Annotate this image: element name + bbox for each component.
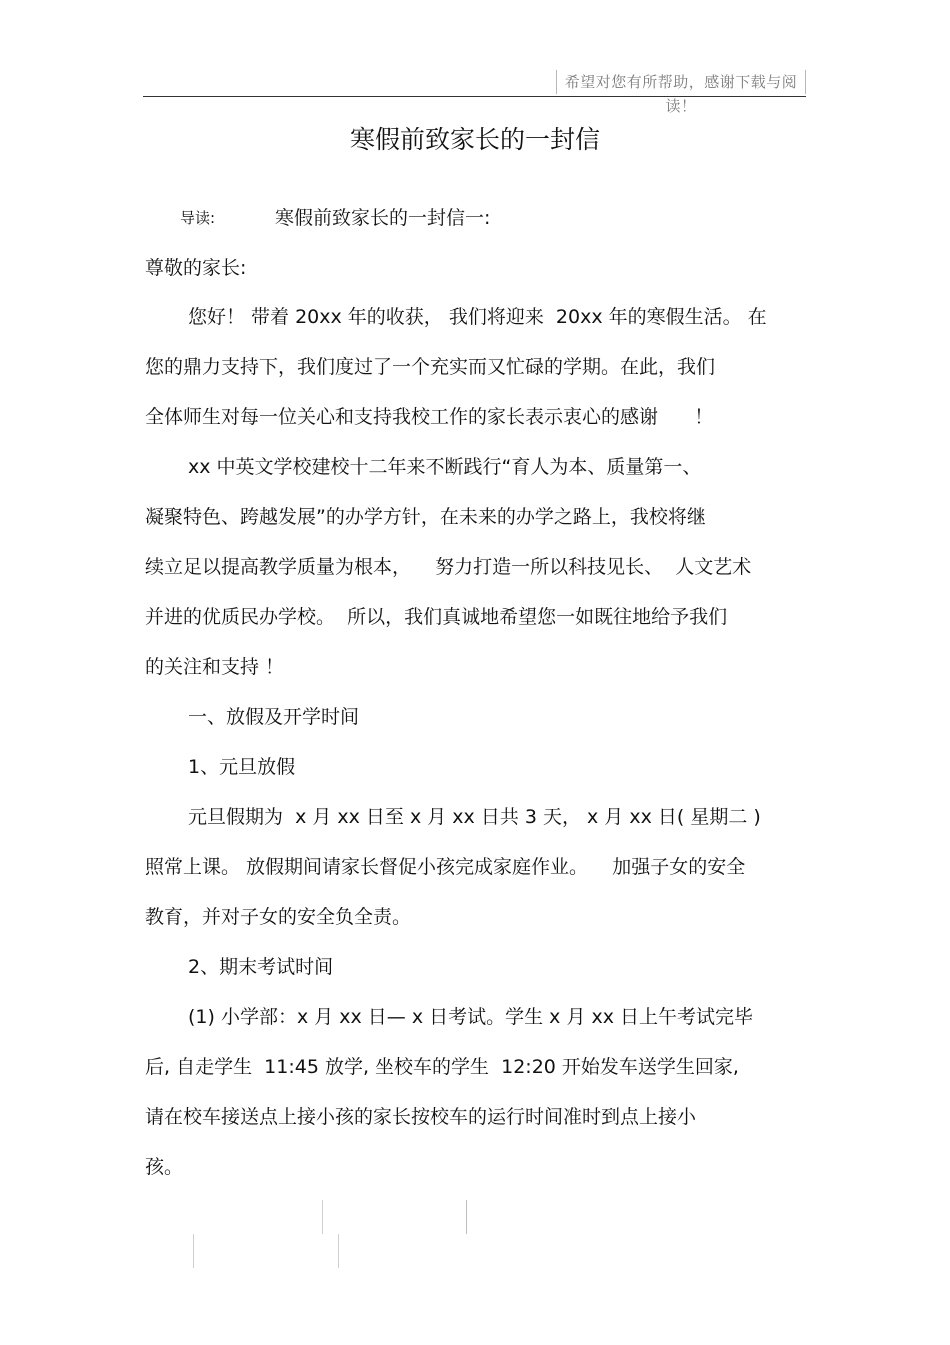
paragraph-line: 您的鼎力支持下，我们度过了一个充实而又忙碌的学期。在此，我们 bbox=[145, 356, 716, 378]
paragraph-line: 请在校车接送点上接小孩的家长按校车的运行时间准时到点上接小 bbox=[145, 1106, 697, 1128]
intro-row bbox=[0, 204, 950, 232]
paragraph-line: 教育，并对子女的安全负全责。 bbox=[145, 906, 412, 928]
scan-artifact-line bbox=[322, 1200, 323, 1234]
paragraph-line: 的关注和支持 ！ bbox=[145, 656, 285, 678]
subsection-heading: 2、期末考试时间 bbox=[188, 956, 334, 978]
scan-artifact-line bbox=[466, 1200, 467, 1234]
intro-text: 寒假前致家长的一封信一: bbox=[275, 207, 491, 229]
paragraph-line: 全体师生对每一位关心和支持我校工作的家长表示衷心的感谢 ！ bbox=[145, 406, 714, 428]
section-heading: 一、放假及开学时间 bbox=[188, 706, 360, 728]
paragraph-line: 后, 自走学生 11:45 放学, 坐校车的学生 12:20 开始发车送学生回家, bbox=[145, 1056, 739, 1078]
intro-label: 导读: bbox=[180, 209, 216, 227]
paragraph-line: 并进的优质民办学校。 所以，我们真诚地希望您一如既往地给予我们 bbox=[145, 606, 728, 628]
subsection-heading: 1、元旦放假 bbox=[188, 756, 296, 778]
paragraph-line: 续立足以提高教学质量为根本， 努力打造一所以科技见长、 人文艺术 bbox=[145, 556, 752, 578]
paragraph-line: xx 中英文学校建校十二年来不断践行“育人为本、质量第一、 bbox=[188, 456, 702, 478]
paragraph-line: 照常上课。 放假期间请家长督促小孩完成家庭作业。 加强子女的安全 bbox=[145, 856, 746, 878]
paragraph-line: (1) 小学部：x 月 xx 日— x 日考试。学生 x 月 xx 日上午考试完毕 bbox=[188, 1006, 754, 1028]
document-title: 寒假前致家长的一封信 bbox=[349, 125, 600, 154]
paragraph-line: 凝聚特色、跨越发展”的办学方针，在未来的办学之路上，我校将继 bbox=[145, 506, 706, 528]
header-tagline: 希望对您有所帮助，感谢下载与阅读！ bbox=[556, 70, 806, 94]
paragraph-line: 元旦假期为 x 月 xx 日至 x 月 xx 日共 3 天， x 月 xx 日( 星期二 ) bbox=[188, 806, 761, 828]
scan-artifact-line bbox=[193, 1234, 194, 1268]
scan-artifact-line bbox=[338, 1234, 339, 1268]
header-divider bbox=[143, 96, 806, 97]
paragraph-line: 孩。 bbox=[145, 1156, 184, 1178]
paragraph-line: 您好！ 带着 20xx 年的收获， 我们将迎来 20xx 年的寒假生活。 在 bbox=[188, 306, 767, 328]
salutation: 尊敬的家长: bbox=[145, 257, 247, 279]
